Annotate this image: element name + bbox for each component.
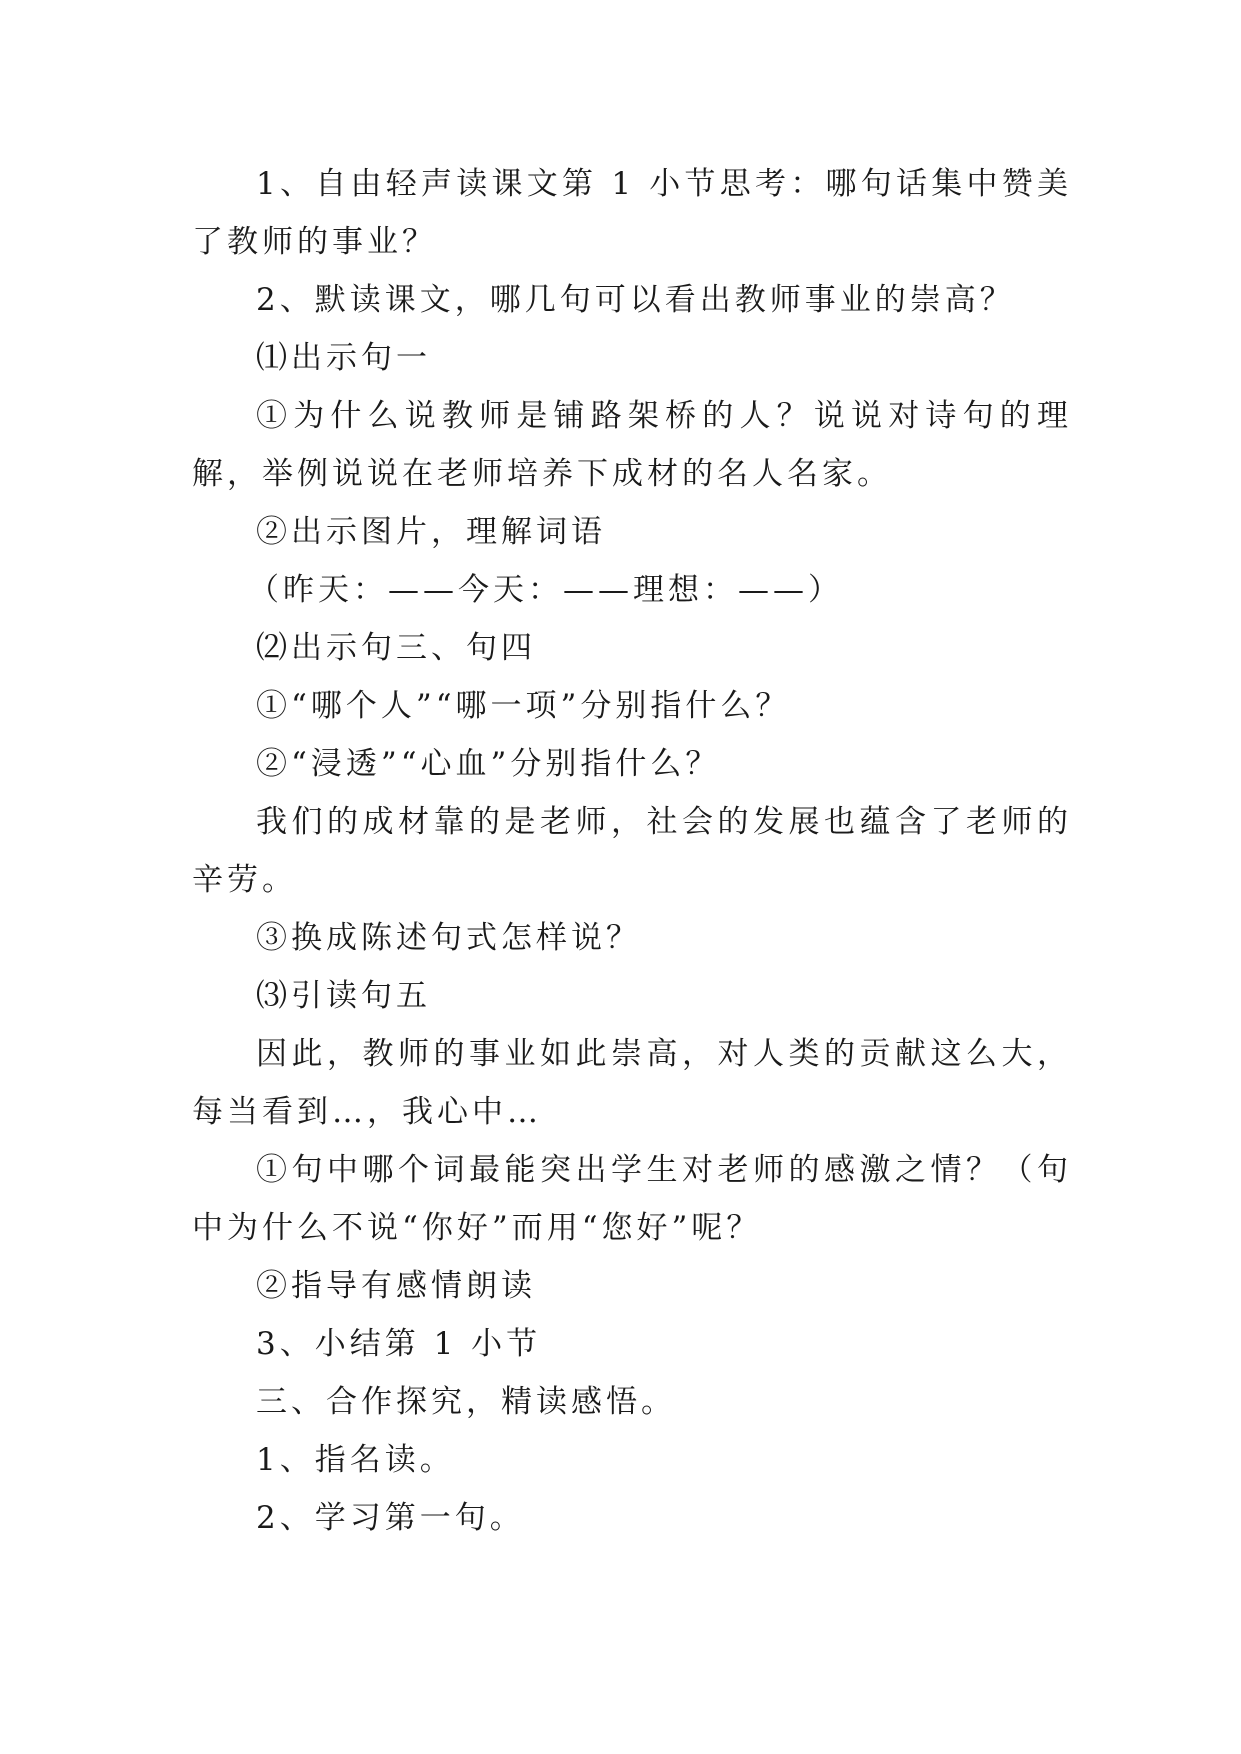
paragraph-15: ②指导有感情朗读	[256, 1268, 536, 1304]
paragraph-13: 因此，教师的事业如此崇高，对人类的贡献这么大，每当看到…，我心中…	[192, 1036, 1072, 1130]
paragraph-18: 1、指名读。	[256, 1442, 455, 1478]
paragraph-9: ②“浸透”“心血”分别指什么？	[256, 746, 721, 782]
paragraph-14: ①句中哪个词最能突出学生对老师的感激之情？（句中为什么不说“你好”而用“您好”呢？	[192, 1152, 1072, 1246]
document-body	[192, 155, 1072, 1547]
paragraph-11: ③换成陈述句式怎样说？	[256, 920, 641, 956]
paragraph-8: ①“哪个人”“哪一项”分别指什么？	[256, 688, 791, 724]
paragraph-6: （昨天：——今天：——理想：——）	[248, 572, 843, 608]
paragraph-2: 2、默读课文，哪几句可以看出教师事业的崇高？	[256, 282, 1015, 318]
paragraph-10: 我们的成材靠的是老师，社会的发展也蕴含了老师的辛劳。	[192, 804, 1072, 898]
paragraph-4: ①为什么说教师是铺路架桥的人？说说对诗句的理解，举例说说在老师培养下成材的名人名家。	[192, 398, 1072, 492]
paragraph-16: 3、小结第 1 小节	[256, 1326, 542, 1362]
paragraph-17: 三、合作探究，精读感悟。	[256, 1384, 676, 1420]
paragraph-19: 2、学习第一句。	[256, 1500, 525, 1536]
paragraph-3: ⑴出示句一	[256, 340, 431, 376]
paragraph-12: ⑶引读句五	[256, 978, 431, 1014]
paragraph-5: ②出示图片，理解词语	[256, 514, 606, 550]
paragraph-1: 1、自由轻声读课文第 1 小节思考：哪句话集中赞美了教师的事业？	[192, 166, 1072, 260]
paragraph-7: ⑵出示句三、句四	[256, 630, 536, 666]
